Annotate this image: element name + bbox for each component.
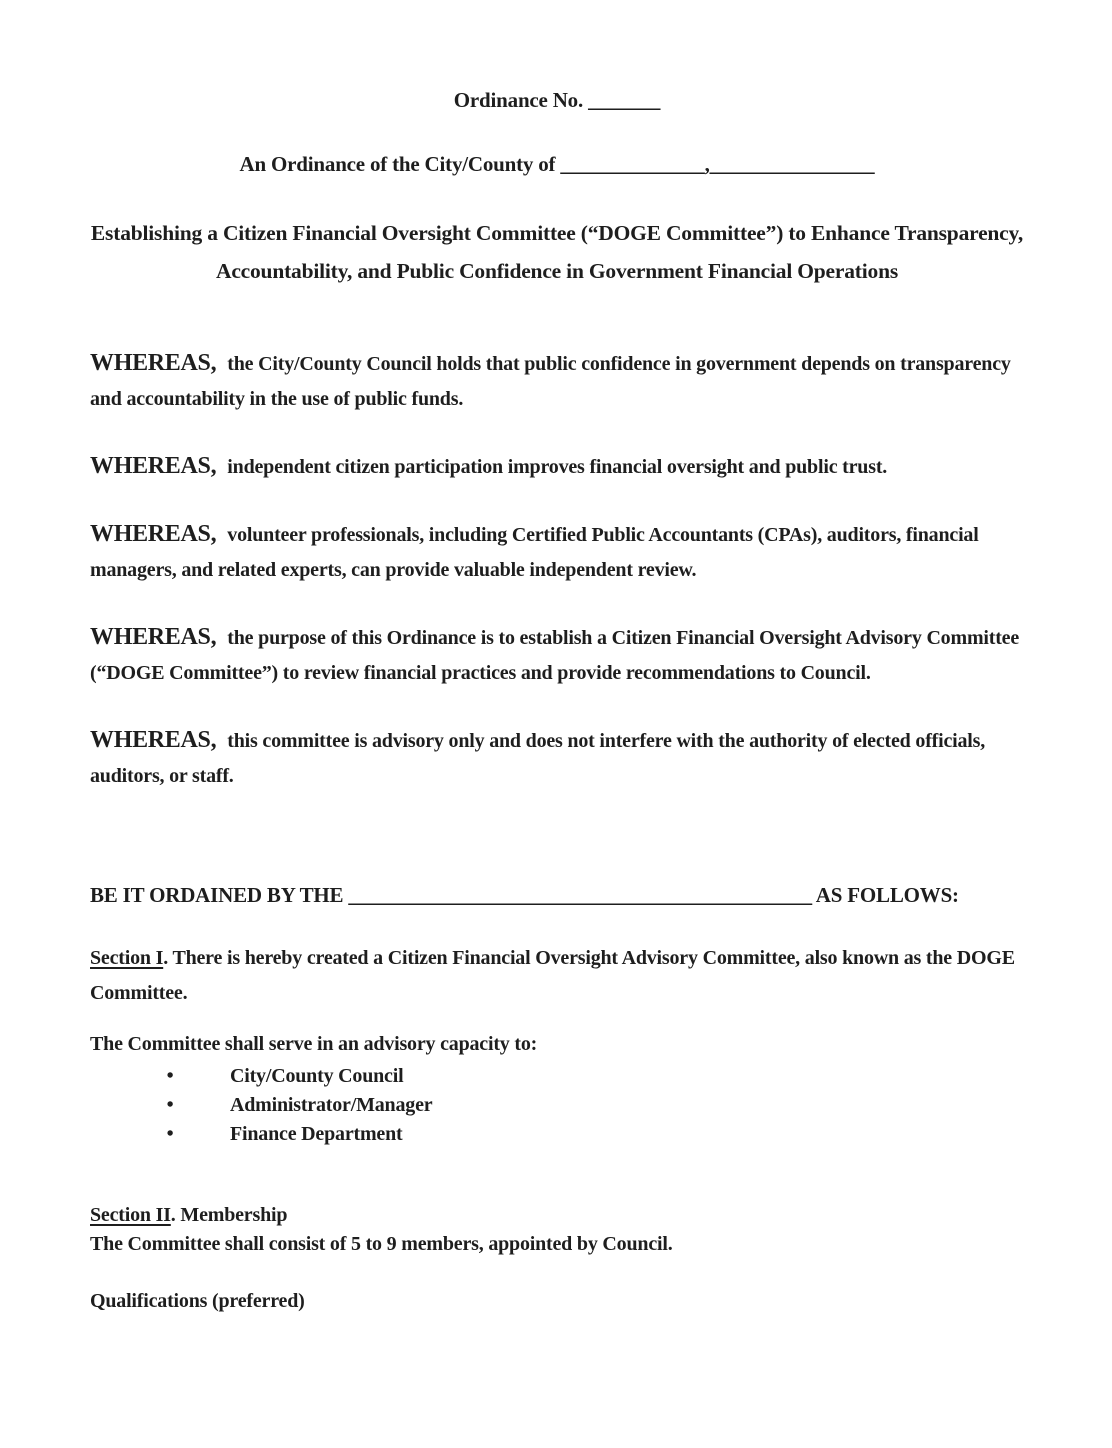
intro-line: An Ordinance of the City/County of ______________,________________	[239, 152, 875, 176]
whereas-paragraph	[90, 517, 1024, 588]
list-item	[90, 1091, 1024, 1120]
section-i-text: . There is hereby created a Citizen Financial Oversight Advisory Committee, also known as the DOGE Committee.	[90, 947, 1015, 1004]
whereas-paragraph	[90, 723, 1024, 794]
be-it-ordained-line: BE IT ORDAINED BY THE _____________________________________________ AS FOLLOWS:	[90, 883, 959, 907]
document-title: Establishing a Citizen Financial Oversight Committee (“DOGE Committee”) to Enhance Transparency, Accountability, and Public Confidence in Government Financial Operations	[90, 221, 1024, 283]
section-ii-heading	[90, 1201, 1024, 1230]
list-item	[90, 1062, 1024, 1091]
whereas-label: WHEREAS,	[90, 624, 217, 650]
section-i-label: Section I	[90, 947, 164, 969]
section-ii-title: . Membership	[170, 1204, 288, 1226]
whereas-label: WHEREAS,	[90, 350, 217, 376]
advisory-list	[90, 1062, 1024, 1149]
whereas-text: independent citizen participation improves financial oversight and public trust.	[227, 456, 888, 478]
section-ii-label: Section II	[90, 1204, 171, 1226]
whereas-paragraph	[90, 620, 1024, 691]
whereas-label: WHEREAS,	[90, 521, 217, 547]
list-item	[90, 1120, 1024, 1149]
whereas-label: WHEREAS,	[90, 727, 217, 753]
qualifications-heading: Qualifications (preferred)	[90, 1290, 305, 1312]
list-item-label: Administrator/Manager	[230, 1094, 433, 1116]
bullet-icon: •	[166, 1094, 174, 1116]
whereas-text: volunteer professionals, including Certified Public Accountants (CPAs), auditors, financial managers, and related experts, can provide valuable independent review.	[90, 524, 979, 581]
whereas-text: this committee is advisory only and does not interfere with the authority of elected officials, auditors, or staff.	[90, 730, 986, 787]
bullet-icon: •	[166, 1123, 174, 1145]
advisory-capacity-intro: The Committee shall serve in an advisory capacity to:	[90, 1033, 538, 1055]
whereas-paragraph	[90, 449, 1024, 485]
whereas-text: the City/County Council holds that public confidence in government depends on transparency and accountability in the use of public funds.	[90, 353, 1011, 410]
whereas-label: WHEREAS,	[90, 453, 217, 479]
whereas-paragraph	[90, 346, 1024, 417]
section-i-paragraph	[90, 941, 1024, 1011]
bullet-icon: •	[166, 1065, 174, 1087]
membership-body: The Committee shall consist of 5 to 9 members, appointed by Council.	[90, 1233, 673, 1255]
ordinance-number-line: Ordinance No. _______	[453, 88, 661, 112]
list-item-label: City/County Council	[230, 1065, 404, 1087]
list-item-label: Finance Department	[230, 1123, 403, 1145]
whereas-text: the purpose of this Ordinance is to establish a Citizen Financial Oversight Advisory Committee (“DOGE Committee”) to review financial practices and provide recommendations to Council.	[90, 627, 1020, 684]
